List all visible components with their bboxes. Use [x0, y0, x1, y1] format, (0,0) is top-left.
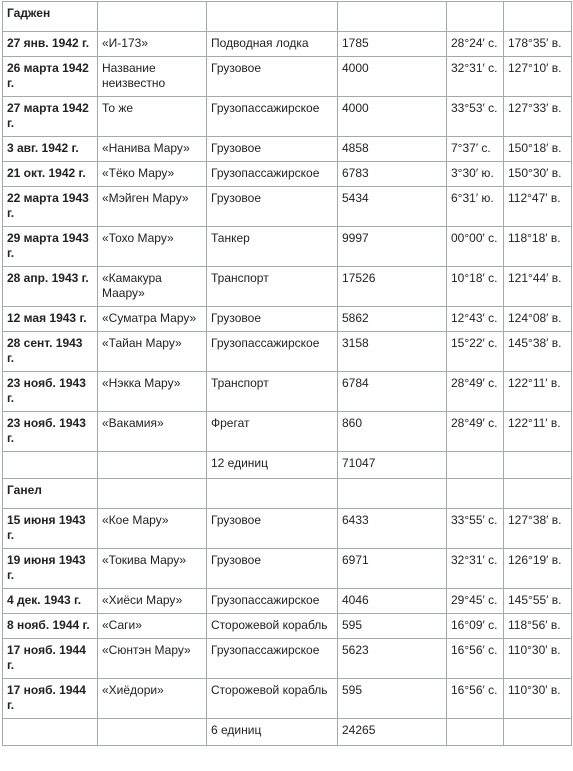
latitude-cell: 32°31′ с.	[447, 57, 504, 97]
tonnage-cell: 6783	[338, 162, 447, 187]
ship-name-cell: «Хиёдори»	[98, 679, 207, 719]
latitude-cell: 10°18′ с.	[447, 267, 504, 307]
ship-type-cell: Грузопассажирское	[207, 332, 338, 372]
ship-type-cell: Грузовое	[207, 307, 338, 332]
date-cell: 23 нояб. 1943 г.	[3, 412, 98, 452]
ship-type-cell: Грузовое	[207, 509, 338, 549]
ship-type-cell: Фрегат	[207, 412, 338, 452]
date-cell: 12 мая 1943 г.	[3, 307, 98, 332]
date-cell: 17 нояб. 1944 г.	[3, 679, 98, 719]
ship-type-cell: Подводная лодка	[207, 32, 338, 57]
ship-type-cell: Грузопассажирское	[207, 639, 338, 679]
ship-type-cell: Сторожевой корабль	[207, 679, 338, 719]
ship-name-cell: «Нэкка Мару»	[98, 372, 207, 412]
ship-name-cell: «Нанива Мару»	[98, 137, 207, 162]
longitude-cell: 145°55′ в.	[504, 589, 572, 614]
table-row	[3, 509, 572, 549]
empty-cell	[338, 2, 447, 32]
latitude-cell: 15°22′ с.	[447, 332, 504, 372]
ship-name-cell: «Вакамия»	[98, 412, 207, 452]
latitude-cell: 12°43′ с.	[447, 307, 504, 332]
tonnage-cell: 17526	[338, 267, 447, 307]
sinkings-table	[2, 1, 572, 746]
longitude-cell: 126°19′ в.	[504, 549, 572, 589]
ship-type-cell: Грузовое	[207, 137, 338, 162]
tonnage-cell: 6433	[338, 509, 447, 549]
empty-cell	[447, 479, 504, 509]
date-cell: 8 нояб. 1944 г.	[3, 614, 98, 639]
latitude-cell: 29°45′ с.	[447, 589, 504, 614]
longitude-cell: 118°56′ в.	[504, 614, 572, 639]
empty-cell	[98, 719, 207, 746]
longitude-cell: 178°35′ в.	[504, 32, 572, 57]
latitude-cell: 16°09′ с.	[447, 614, 504, 639]
empty-cell	[504, 452, 572, 479]
longitude-cell: 127°33′ в.	[504, 97, 572, 137]
ship-type-cell: Транспорт	[207, 267, 338, 307]
date-cell: 4 дек. 1943 г.	[3, 589, 98, 614]
date-cell: 19 июня 1943 г.	[3, 549, 98, 589]
table-row	[3, 137, 572, 162]
total-tonnage-cell: 71047	[338, 452, 447, 479]
longitude-cell: 150°30′ в.	[504, 162, 572, 187]
table-row	[3, 589, 572, 614]
ship-type-cell: Сторожевой корабль	[207, 614, 338, 639]
empty-cell	[447, 452, 504, 479]
latitude-cell: 3°30′ ю.	[447, 162, 504, 187]
ship-type-cell: Грузовое	[207, 57, 338, 97]
empty-cell	[207, 479, 338, 509]
tonnage-cell: 4000	[338, 57, 447, 97]
ship-name-cell: «Тёко Мару»	[98, 162, 207, 187]
tonnage-cell: 5623	[338, 639, 447, 679]
ship-name-cell: Название неизвестно	[98, 57, 207, 97]
empty-cell	[447, 2, 504, 32]
ship-type-cell: Грузовое	[207, 187, 338, 227]
date-cell: 27 янв. 1942 г.	[3, 32, 98, 57]
tonnage-cell: 6784	[338, 372, 447, 412]
date-cell: 28 сент. 1943 г.	[3, 332, 98, 372]
empty-cell	[3, 452, 98, 479]
latitude-cell: 33°55′ с.	[447, 509, 504, 549]
empty-cell	[207, 2, 338, 32]
ship-name-cell: «Мэйген Мару»	[98, 187, 207, 227]
empty-cell	[3, 719, 98, 746]
date-cell: 3 авг. 1942 г.	[3, 137, 98, 162]
empty-cell	[447, 719, 504, 746]
table-row	[3, 549, 572, 589]
table-row	[3, 412, 572, 452]
tonnage-cell: 9997	[338, 227, 447, 267]
ship-type-cell: Танкер	[207, 227, 338, 267]
latitude-cell: 32°31′ с.	[447, 549, 504, 589]
ship-name-cell: «И-173»	[98, 32, 207, 57]
longitude-cell: 110°30′ в.	[504, 679, 572, 719]
table-row	[3, 639, 572, 679]
ship-name-cell: «Токива Мару»	[98, 549, 207, 589]
date-cell: 22 марта 1943 г.	[3, 187, 98, 227]
group-total-row	[3, 452, 572, 479]
ship-name-cell: «Тайан Мару»	[98, 332, 207, 372]
tonnage-cell: 5862	[338, 307, 447, 332]
table-row	[3, 32, 572, 57]
empty-cell	[98, 452, 207, 479]
ship-name-cell: «Тохо Мару»	[98, 227, 207, 267]
ship-type-cell: Грузопассажирское	[207, 162, 338, 187]
longitude-cell: 122°11′ в.	[504, 412, 572, 452]
latitude-cell: 28°49′ с.	[447, 372, 504, 412]
table-row	[3, 307, 572, 332]
date-cell: 21 окт. 1942 г.	[3, 162, 98, 187]
group-header-row	[3, 479, 572, 509]
date-cell: 26 марта 1942 г.	[3, 57, 98, 97]
date-cell: 29 марта 1943 г.	[3, 227, 98, 267]
tonnage-cell: 5434	[338, 187, 447, 227]
total-units-cell: 12 единиц	[207, 452, 338, 479]
empty-cell	[504, 479, 572, 509]
group-name-cell: Гаджен	[3, 2, 98, 32]
tonnage-cell: 3158	[338, 332, 447, 372]
table-row	[3, 267, 572, 307]
table-row	[3, 187, 572, 227]
date-cell: 28 апр. 1943 г.	[3, 267, 98, 307]
latitude-cell: 33°53′ с.	[447, 97, 504, 137]
tonnage-cell: 4858	[338, 137, 447, 162]
tonnage-cell: 4000	[338, 97, 447, 137]
latitude-cell: 6°31′ ю.	[447, 187, 504, 227]
ship-name-cell: «Суматра Мару»	[98, 307, 207, 332]
latitude-cell: 00°00′ с.	[447, 227, 504, 267]
date-cell: 27 марта 1942 г.	[3, 97, 98, 137]
tonnage-cell: 1785	[338, 32, 447, 57]
latitude-cell: 16°56′ с.	[447, 639, 504, 679]
table-row	[3, 614, 572, 639]
longitude-cell: 118°18′ в.	[504, 227, 572, 267]
ship-name-cell: «Сюнтэн Мару»	[98, 639, 207, 679]
date-cell: 15 июня 1943 г.	[3, 509, 98, 549]
group-total-row	[3, 719, 572, 746]
table-row	[3, 679, 572, 719]
empty-cell	[98, 2, 207, 32]
longitude-cell: 121°44′ в.	[504, 267, 572, 307]
ship-name-cell: «Хиёси Мару»	[98, 589, 207, 614]
longitude-cell: 150°18′ в.	[504, 137, 572, 162]
ship-type-cell: Грузовое	[207, 549, 338, 589]
longitude-cell: 124°08′ в.	[504, 307, 572, 332]
total-tonnage-cell: 24265	[338, 719, 447, 746]
group-name-cell: Ганел	[3, 479, 98, 509]
latitude-cell: 28°49′ с.	[447, 412, 504, 452]
tonnage-cell: 6971	[338, 549, 447, 589]
longitude-cell: 110°30′ в.	[504, 639, 572, 679]
empty-cell	[98, 479, 207, 509]
empty-cell	[338, 479, 447, 509]
latitude-cell: 28°24′ с.	[447, 32, 504, 57]
tonnage-cell: 595	[338, 679, 447, 719]
longitude-cell: 112°47′ в.	[504, 187, 572, 227]
table-row	[3, 97, 572, 137]
ship-name-cell: То же	[98, 97, 207, 137]
longitude-cell: 122°11′ в.	[504, 372, 572, 412]
ship-type-cell: Транспорт	[207, 372, 338, 412]
ship-name-cell: «Камакура Маару»	[98, 267, 207, 307]
longitude-cell: 127°38′ в.	[504, 509, 572, 549]
table-row	[3, 227, 572, 267]
tonnage-cell: 860	[338, 412, 447, 452]
ship-name-cell: «Кое Мару»	[98, 509, 207, 549]
group-header-row	[3, 2, 572, 32]
latitude-cell: 7°37′ с.	[447, 137, 504, 162]
total-units-cell: 6 единиц	[207, 719, 338, 746]
longitude-cell: 127°10′ в.	[504, 57, 572, 97]
table-row	[3, 372, 572, 412]
table-body	[3, 2, 572, 746]
tonnage-cell: 4046	[338, 589, 447, 614]
table-row	[3, 162, 572, 187]
longitude-cell: 145°38′ в.	[504, 332, 572, 372]
ship-type-cell: Грузопассажирское	[207, 589, 338, 614]
empty-cell	[504, 719, 572, 746]
ship-type-cell: Грузопассажирское	[207, 97, 338, 137]
table-row	[3, 57, 572, 97]
latitude-cell: 16°56′ с.	[447, 679, 504, 719]
table-row	[3, 332, 572, 372]
empty-cell	[504, 2, 572, 32]
date-cell: 23 нояб. 1943 г.	[3, 372, 98, 412]
ship-name-cell: «Саги»	[98, 614, 207, 639]
tonnage-cell: 595	[338, 614, 447, 639]
date-cell: 17 нояб. 1944 г.	[3, 639, 98, 679]
